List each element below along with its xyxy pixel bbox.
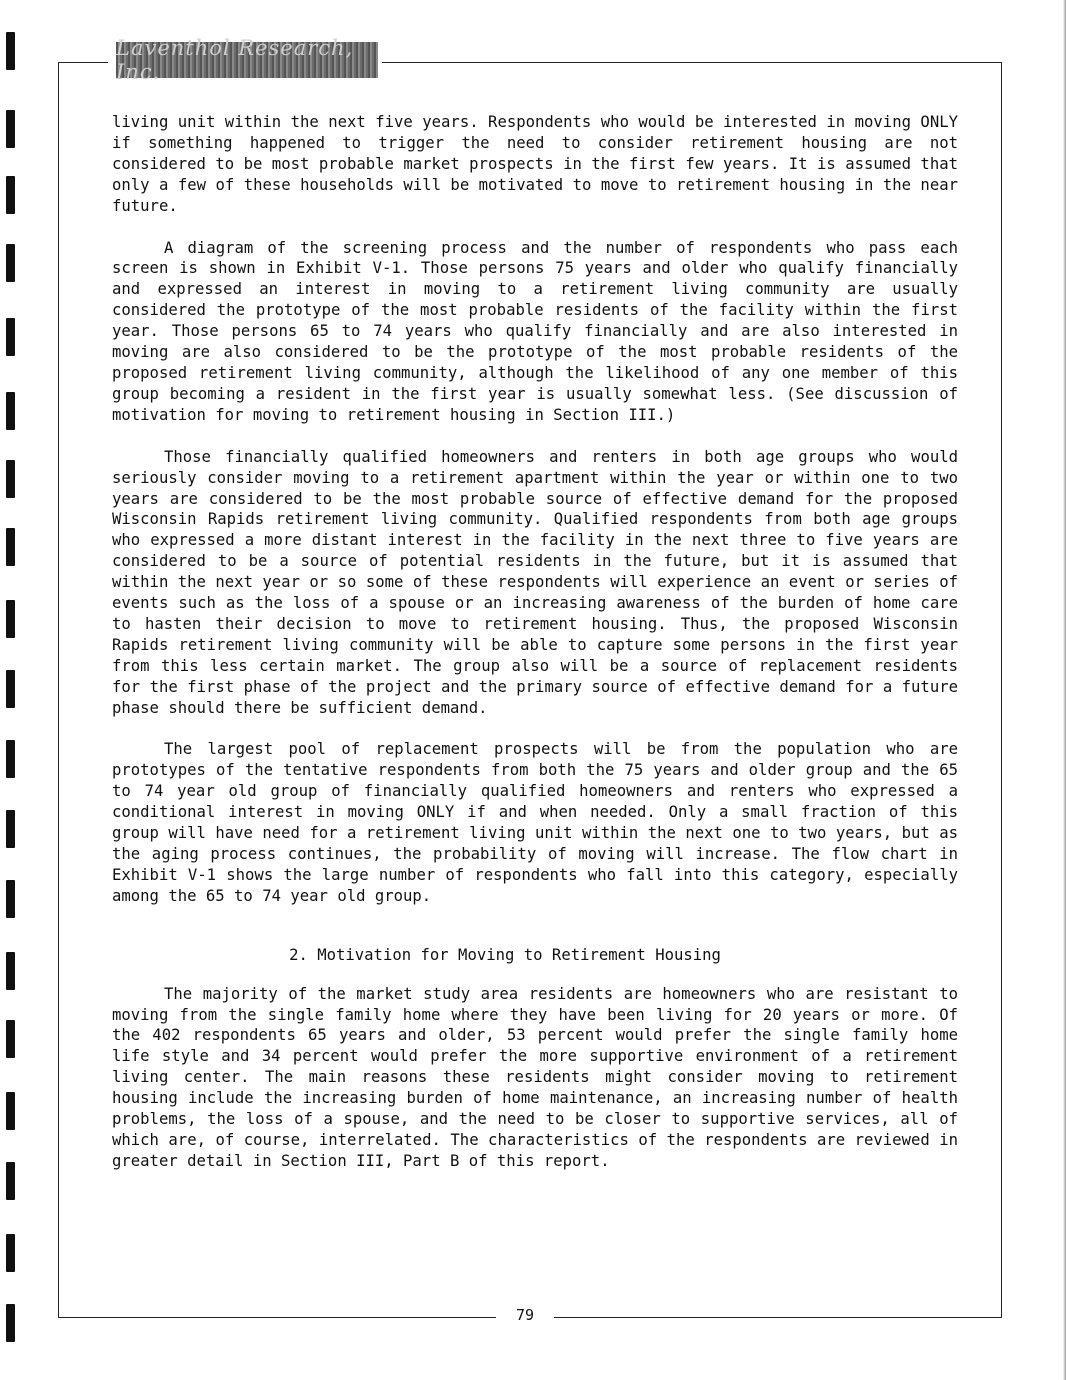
logo-text: Laventhol Research, Inc. xyxy=(116,36,354,84)
paragraph: The largest pool of replacement prospects will be from the population who are prototypes of the tentative respondents from both the 75 years and older group and the 65 to 74 year old group of financially qualified homeowners and renters who expressed a conditional interest in moving ONLY if and when needed. Only a small fraction of this group will have need for a retirement living unit within the next one to two years, but as the aging process continues, the probability of moving will increase. The flow chart in Exhibit V-1 shows the large number of respondents who fall into this category, especially among the 65 to 74 year old group. xyxy=(112,740,958,905)
paragraph: living unit within the next five years. Respondents who would be interested in moving ONLY if something happened to trigger the need to consider retirement housing are not considered to be most probable market prospects in the first few years. It is assumed that only a few of these households will be motivated to move to retirement housing in the near future. xyxy=(112,113,958,215)
paragraph: Those financially qualified homeowners and renters in both age groups who would seriously consider moving to a retirement apartment within the year or within one to two years are considered to be the most probable source of effective demand for the proposed Wisconsin Rapids retirement living community. Qualified respondents from both age groups who expressed a more distant interest in the facility in the next three to five years are considered to be a source of potential residents in the future, but it is assumed that within the next year or so some of these respondents will experience an event or series of events such as the loss of a spouse or an increasing awareness of the burden of home care to hasten their decision to move to retirement housing. Thus, the proposed Wisconsin Rapids retirement living community will be able to capture some persons in the first year from this less certain market. The group also will be a source of replacement residents for the first phase of the project and the primary source of effective demand for a future phase should there be sufficient demand. xyxy=(112,447,958,717)
company-logo xyxy=(116,36,378,84)
binding-holes xyxy=(0,0,20,1380)
paragraph: The majority of the market study area residents are homeowners who are resistant to moving from the single family home where they have been living for 20 years or more. Of the 402 respondents 65 years and older, 53 percent would prefer the single family home life style and 34 percent would prefer the more supportive environment of a retirement living center. The main reasons these residents might consider moving to retirement housing include the increasing burden of home maintenance, an increasing number of health problems, the loss of a spouse, and the need to be closer to supportive services, all of which are, of course, interrelated. The characteristics of the respondents are reviewed in greater detail in Section III, Part B of this report. xyxy=(112,984,958,1170)
document-body xyxy=(112,112,958,1193)
section-heading: 2. Motivation for Moving to Retirement Housing xyxy=(289,945,721,964)
paragraph: A diagram of the screening process and the number of respondents who pass each screen is shown in Exhibit V-1. Those persons 75 years and older who qualify financially and expressed an interest in moving to a retirement living community are usually considered the prototype of the most probable residents of the facility within the first year. Those persons 65 to 74 years who qualify financially and are also interested in moving are also considered to be the prototype of the most probable residents of the proposed retirement living community, although the likelihood of any one member of this group becoming a resident in the first year is usually somewhat less. (See discussion of motivation for moving to retirement housing in Section III.) xyxy=(112,238,958,424)
page-number: 79 xyxy=(515,1306,535,1324)
